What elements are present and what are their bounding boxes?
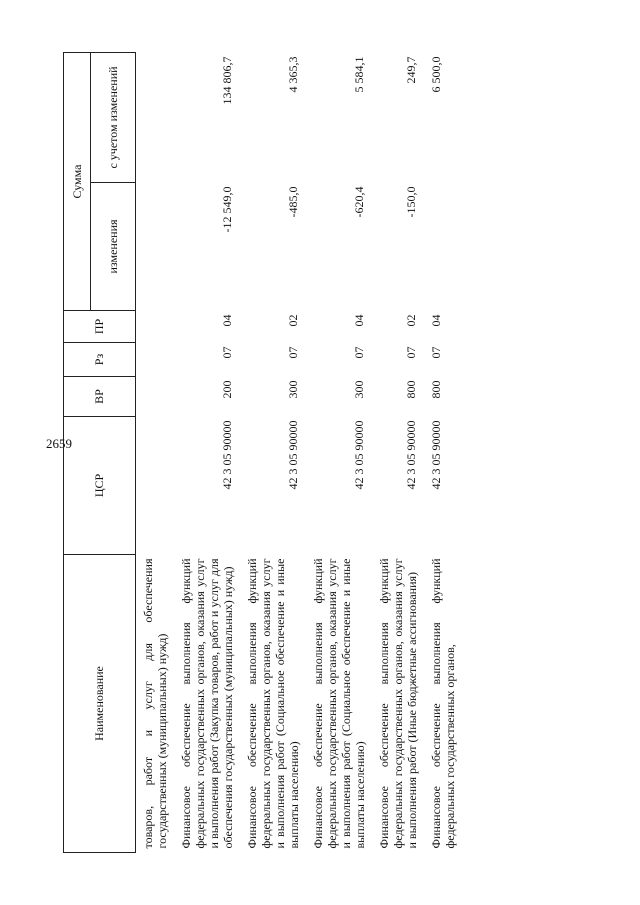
table-row xyxy=(372,52,424,852)
row-rz: 07 xyxy=(352,346,366,359)
row-changes: -150,0 xyxy=(404,186,418,218)
row-rz: 07 xyxy=(220,346,234,359)
row-pr: 02 xyxy=(286,314,300,327)
row-pr: 04 xyxy=(429,314,443,327)
row-total: 6 500,0 xyxy=(429,56,443,93)
row-changes xyxy=(424,183,462,311)
row-pr: 02 xyxy=(404,314,418,327)
row-changes: -12 549,0 xyxy=(220,186,234,233)
row-name: Финансовое обеспечение выполнения функций федеральных государственных органов, оказания услуг и выполнения работ (Социальное обеспечение и иные выплаты населению) xyxy=(311,558,367,849)
row-csr: 42 3 05 90000 xyxy=(286,420,300,490)
table-header xyxy=(64,52,136,852)
budget-table-rotated xyxy=(63,53,583,853)
row-changes: -620,4 xyxy=(352,186,366,218)
row-total: 5 584,1 xyxy=(352,56,366,93)
table-row xyxy=(240,52,306,852)
row-vr: 800 xyxy=(429,380,443,399)
table-row xyxy=(174,52,240,852)
row-pr: 04 xyxy=(220,314,234,327)
row-rz: 07 xyxy=(286,346,300,359)
row-rz: 07 xyxy=(404,346,418,359)
table-row xyxy=(136,52,175,852)
row-pr: 04 xyxy=(352,314,366,327)
header-with-changes: с учетом изменений xyxy=(91,52,136,182)
row-csr: 42 3 05 90000 xyxy=(404,420,418,490)
row-vr: 300 xyxy=(286,380,300,399)
row-total: 249,7 xyxy=(404,56,418,84)
row-rz: 07 xyxy=(429,346,443,359)
header-vr: ВР xyxy=(64,377,136,417)
row-total: 134 806,7 xyxy=(220,56,234,105)
row-csr: 42 3 05 90000 xyxy=(352,420,366,490)
row-vr: 200 xyxy=(220,380,234,399)
header-rz: Рз xyxy=(64,343,136,377)
header-changes: изменения xyxy=(91,183,136,311)
row-changes: -485,0 xyxy=(286,186,300,218)
row-total: 4 365,3 xyxy=(286,56,300,93)
header-csr: ЦСР xyxy=(64,417,136,555)
row-vr: 800 xyxy=(404,380,418,399)
header-name: Наименование xyxy=(64,555,136,853)
table-row xyxy=(424,52,462,852)
row-csr: 42 3 05 90000 xyxy=(429,420,443,490)
row-name: Финансовое обеспечение выполнения функций федеральных государственных органов, оказания услуг и выполнения работ (Социальное обеспечение и иные выплаты населению) xyxy=(245,558,301,849)
budget-table xyxy=(63,52,462,853)
row-vr: 300 xyxy=(352,380,366,399)
header-pr: ПР xyxy=(64,311,136,343)
header-sum: Сумма xyxy=(64,52,91,310)
row-csr: 42 3 05 90000 xyxy=(220,420,234,490)
row-name: Финансовое обеспечение выполнения функций федеральных государственных органов, оказания услуг и выполнения работ (Закупка товаров, работ и услуг для обеспечения государственных (муниципальных) нужд) xyxy=(179,558,235,849)
row-name: товаров, работ и услуг для обеспечения государственных (муниципальных) нужд) xyxy=(141,558,169,849)
page-number: 2659 xyxy=(46,436,72,451)
table-row xyxy=(306,52,372,852)
row-name: Финансовое обеспечение выполнения функций федеральных государственных органов, xyxy=(429,558,457,849)
row-name: Финансовое обеспечение выполнения функций федеральных государственных органов, оказания услуг и выполнения работ (Иные бюджетные ассигнования) xyxy=(377,558,419,849)
